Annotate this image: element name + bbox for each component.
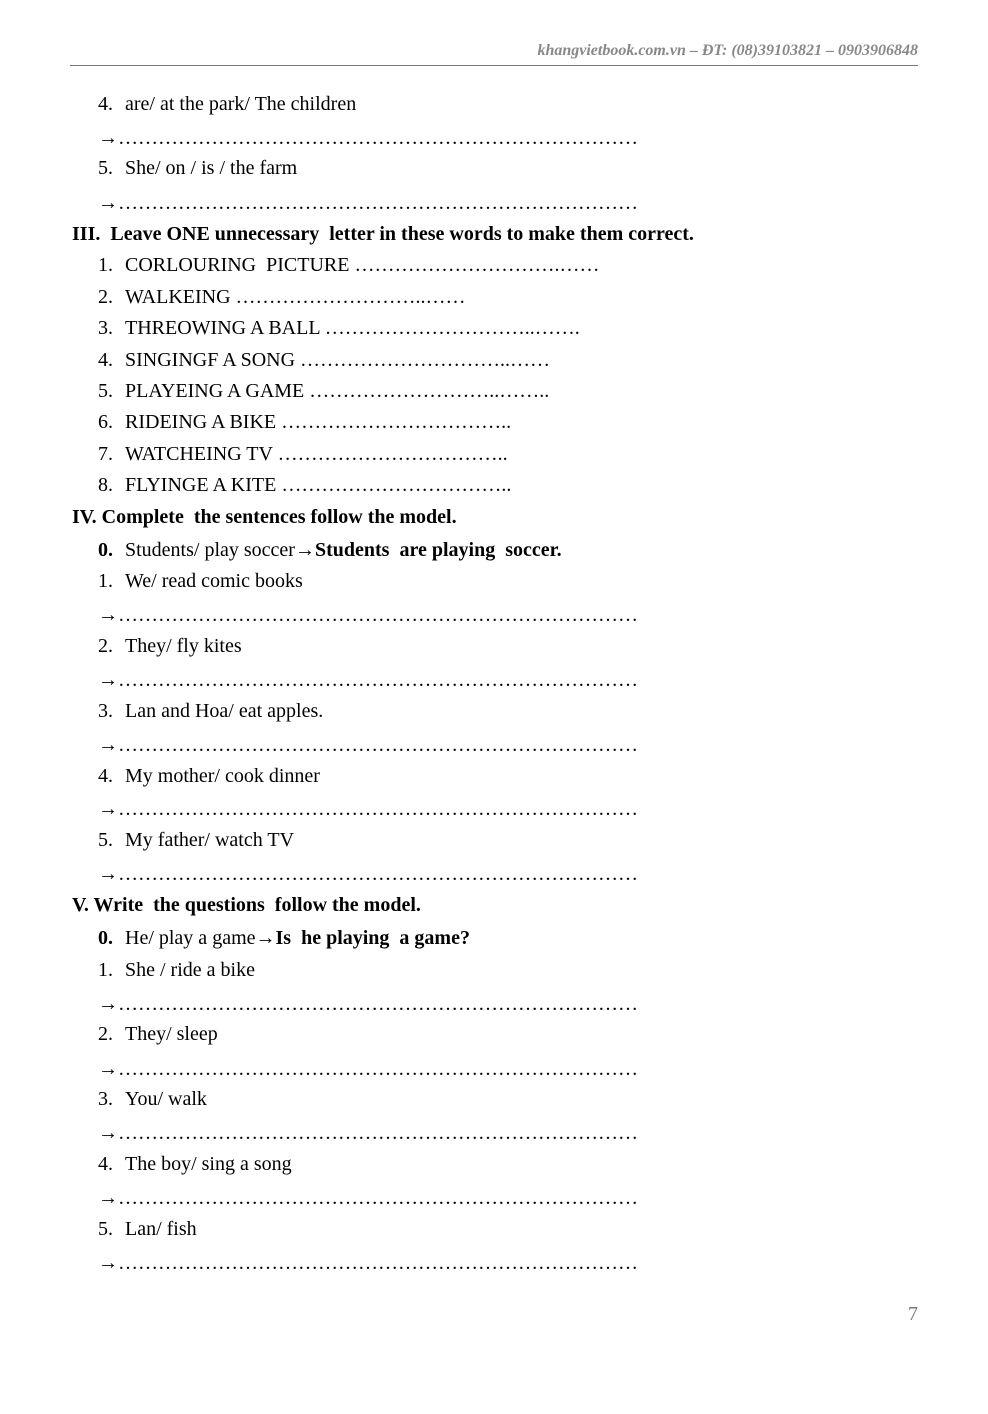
answer-line[interactable]: →…………………………………………………………………… [98, 863, 638, 885]
section-heading: III. Leave ONE unnecessary letter in these words to make them correct. [72, 223, 694, 245]
example-item: 0. He/ play a game→Is he playing a game? [98, 927, 470, 949]
exercise-item: 3. Lan and Hoa/ eat apples. [98, 700, 324, 722]
exercise-item: 2. They/ sleep [98, 1023, 218, 1045]
exercise-item: 2. They/ fly kites [98, 635, 242, 657]
answer-line[interactable]: →…………………………………………………………………… [98, 669, 638, 691]
exercise-item: 5. My father/ watch TV [98, 829, 295, 851]
page-number: 7 [908, 1303, 918, 1325]
answer-line[interactable]: →…………………………………………………………………… [98, 734, 638, 756]
answer-line[interactable]: →…………………………………………………………………… [98, 798, 638, 820]
exercise-item: 5. PLAYEING A GAME ………………………..…….. [98, 380, 550, 402]
exercise-item: 3. You/ walk [98, 1088, 207, 1110]
exercise-item: 3. THREOWING A BALL …………………………..……. [98, 317, 580, 339]
exercise-item: 4. The boy/ sing a song [98, 1153, 292, 1175]
answer-line[interactable]: →…………………………………………………………………… [98, 1058, 638, 1080]
answer-line[interactable]: →…………………………………………………………………… [98, 1122, 638, 1144]
page-header: khangvietbook.com.vn – ĐT: (08)39103821 – 0903906848 [537, 42, 918, 59]
exercise-item: 4. are/ at the park/ The children [98, 93, 357, 115]
exercise-item: 5. She/ on / is / the farm [98, 157, 298, 179]
answer-line[interactable]: →…………………………………………………………………… [98, 993, 638, 1015]
exercise-item: 7. WATCHEING TV …………………………….. [98, 443, 508, 465]
exercise-item: 4. My mother/ cook dinner [98, 765, 320, 787]
exercise-item: 2. WALKEING ………………………..…… [98, 286, 466, 308]
answer-line[interactable]: →…………………………………………………………………… [98, 1187, 638, 1209]
example-item: 0. Students/ play soccer→Students are playing soccer. [98, 539, 562, 561]
exercise-item: 1. She / ride a bike [98, 959, 255, 981]
exercise-item: 5. Lan/ fish [98, 1218, 197, 1240]
answer-line[interactable]: →…………………………………………………………………… [98, 604, 638, 626]
header-rule [70, 65, 918, 66]
exercise-item: 1. CORLOURING PICTURE ………………………….…… [98, 254, 600, 276]
exercise-item: 8. FLYINGE A KITE …………………………….. [98, 474, 512, 496]
exercise-item: 1. We/ read comic books [98, 570, 303, 592]
exercise-item: 6. RIDEING A BIKE …………………………….. [98, 411, 512, 433]
answer-line[interactable]: →…………………………………………………………………… [98, 127, 638, 149]
section-heading: V. Write the questions follow the model. [72, 894, 421, 916]
answer-line[interactable]: →…………………………………………………………………… [98, 1252, 638, 1274]
exercise-item: 4. SINGINGF A SONG …………………………..…… [98, 349, 551, 371]
answer-line[interactable]: →…………………………………………………………………… [98, 192, 638, 214]
section-heading: IV. Complete the sentences follow the model. [72, 506, 457, 528]
